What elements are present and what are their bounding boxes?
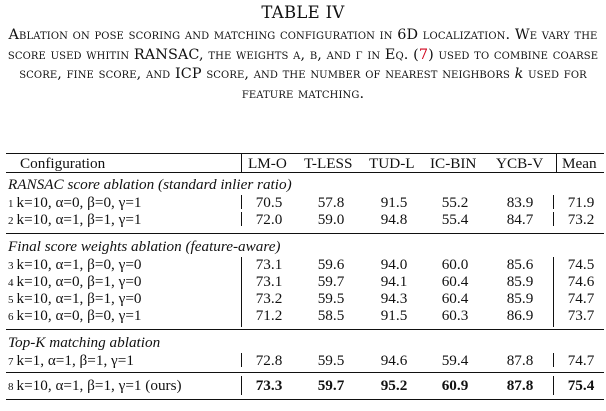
row-config: 1 k=10, α=0, β=0, γ=1: [8, 194, 142, 211]
col-header-tless: T-LESS: [304, 155, 353, 172]
cell-ycbv: 83.9: [506, 194, 534, 211]
cell-tless: 59.5: [317, 290, 345, 307]
cell-tudl: 94.1: [380, 273, 408, 290]
cell-ycbv: 85.9: [506, 273, 534, 290]
cell-tless: 59.0: [317, 211, 345, 228]
vrule-header-left: [241, 154, 242, 172]
cell-ycbv: 86.9: [506, 307, 534, 324]
rule-section-1: [6, 233, 604, 234]
caption-part1: Ablation on pose scoring and matching configuration in 6D localization. We vary the score used whitin RANSAC, the weights α, β, and γ in Eq. (: [7, 27, 598, 63]
cell-ycbv-best: 87.8: [506, 377, 534, 394]
cell-ycbv: 87.8: [506, 352, 534, 369]
cell-tudl: 94.6: [380, 352, 408, 369]
rule-section-3: [6, 372, 604, 373]
cell-lmo: 73.1: [255, 256, 283, 273]
row-config: 3 k=10, α=1, β=0, γ=0: [8, 256, 142, 273]
cell-mean: 74.7: [567, 352, 595, 369]
row-config: 2 k=10, α=1, β=1, γ=1: [8, 211, 142, 228]
cell-tudl: 94.8: [380, 211, 408, 228]
cell-tudl: 91.5: [380, 194, 408, 211]
cell-tless: 59.6: [317, 256, 345, 273]
cell-tudl: 91.5: [380, 307, 408, 324]
table-label: TABLE IV: [261, 3, 345, 22]
cell-icbin: 60.4: [441, 273, 469, 290]
cell-ycbv: 85.6: [506, 256, 534, 273]
cell-lmo-best: 73.3: [255, 377, 283, 394]
cell-tless: 58.5: [317, 307, 345, 324]
cell-tudl: 94.3: [380, 290, 408, 307]
cell-icbin: 60.4: [441, 290, 469, 307]
col-header-lmo: LM-O: [248, 155, 287, 172]
cell-tless: 59.7: [317, 273, 345, 290]
col-header-configuration: Configuration: [20, 155, 106, 172]
row-config: 4 k=10, α=0, β=1, γ=0: [8, 273, 142, 290]
cell-mean: 73.2: [567, 211, 595, 228]
section-title: Final score weights ablation (feature-aware): [8, 238, 281, 255]
section-title: Top-K matching ablation: [8, 334, 161, 351]
cell-lmo: 73.1: [255, 273, 283, 290]
cell-icbin: 60.0: [441, 256, 469, 273]
row-config: 5 k=10, α=1, β=1, γ=0: [8, 290, 142, 307]
cell-lmo: 71.2: [255, 307, 283, 324]
cell-tudl: 94.0: [380, 256, 408, 273]
cell-icbin: 55.2: [441, 194, 469, 211]
rule-bottom: [6, 399, 604, 400]
rule-header: [6, 172, 604, 173]
cell-mean-best: 75.4: [567, 377, 595, 394]
caption-part3: used for feature matching.: [241, 66, 587, 102]
rule-section-2: [6, 329, 604, 330]
cell-mean: 74.5: [567, 256, 595, 273]
cell-lmo: 72.0: [255, 211, 283, 228]
cell-tudl-best: 95.2: [380, 377, 408, 394]
cell-tless: 59.5: [317, 352, 345, 369]
caption-part2: ) used to combine coarse score, fine score, and ICP score, and the number of nearest neighbors: [19, 46, 599, 83]
cell-lmo: 70.5: [255, 194, 283, 211]
cell-icbin: 59.4: [441, 352, 469, 369]
cell-ycbv: 85.9: [506, 290, 534, 307]
rule-top: [6, 153, 604, 154]
cell-mean: 74.7: [567, 290, 595, 307]
col-header-tudl: TUD-L: [369, 155, 415, 172]
col-header-mean: Mean: [562, 155, 597, 172]
cell-lmo: 72.8: [255, 352, 283, 369]
cell-mean: 74.6: [567, 273, 595, 290]
cell-icbin: 55.4: [441, 211, 469, 228]
cell-icbin: 60.3: [441, 307, 469, 324]
row-config: 6 k=10, α=0, β=0, γ=1: [8, 307, 142, 324]
col-header-ycbv: YCB-V: [496, 155, 544, 172]
vrule-header-right: [556, 154, 557, 172]
section-title: RANSAC score ablation (standard inlier ratio): [8, 176, 292, 193]
col-header-icbin: IC-BIN: [430, 155, 477, 172]
cell-mean: 71.9: [567, 194, 595, 211]
cell-icbin-best: 60.9: [441, 377, 469, 394]
cell-lmo: 73.2: [255, 290, 283, 307]
cell-mean: 73.7: [567, 307, 595, 324]
row-config: 7 k=1, α=1, β=1, γ=1: [8, 352, 134, 369]
cell-tless-best: 59.7: [317, 377, 345, 394]
caption-k: k: [514, 66, 524, 83]
cell-tless: 57.8: [317, 194, 345, 211]
equation-ref-link[interactable]: 7: [418, 46, 429, 63]
row-config-ours: 8 k=10, α=1, β=1, γ=1 (ours): [8, 377, 182, 394]
cell-ycbv: 84.7: [506, 211, 534, 228]
